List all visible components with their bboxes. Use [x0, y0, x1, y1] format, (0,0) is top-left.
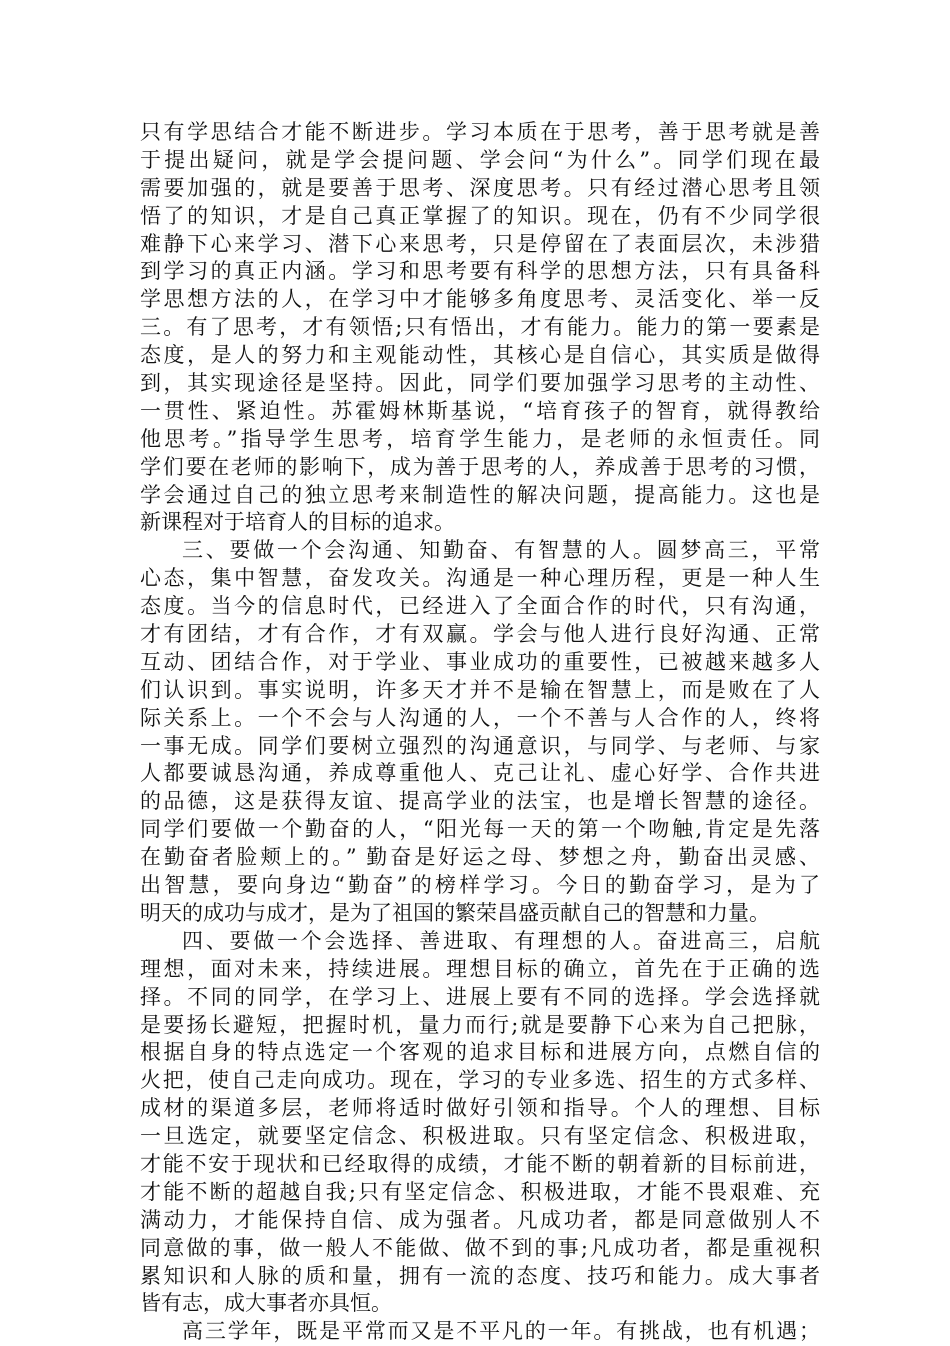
text-line: 理想，面对未来，持续进展。理想目标的确立，首先在于正确的选 [140, 956, 820, 981]
text-line: 在勤奋者脸颊上的。” 勤奋是好运之母、梦想之舟，勤奋出灵感、 [140, 845, 820, 870]
text-line: 新课程对于培育人的目标的追求。 [140, 510, 455, 535]
text-line: 于提出疑问，就是学会提问题、学会问“为什么”。同学们现在最 [140, 147, 820, 172]
body-text [140, 119, 820, 1346]
text-line: 火把，使自己走向成功。现在，学习的专业多选、招生的方式多样、 [140, 1068, 820, 1093]
text-line: 态度，是人的努力和主观能动性，其核心是自信心，其实质是做得 [140, 343, 820, 368]
text-line: 一事无成。同学们要树立强烈的沟通意识，与同学、与老师、与家 [140, 733, 820, 758]
text-line: 难静下心来学习、潜下心来思考，只是停留在了表面层次，未涉猎 [140, 231, 820, 256]
text-line: 明天的成功与成才，是为了祖国的繁荣昌盛贡献自己的智慧和力量。 [140, 900, 770, 925]
text-line: 他思考。”指导学生思考，培育学生能力，是老师的永恒责任。同 [140, 426, 820, 451]
text-line: 才能不安于现状和已经取得的成绩，才能不断的朝着新的目标前进， [140, 1151, 820, 1176]
text-line: 一旦选定，就要坚定信念、积极进取。只有坚定信念、积极进取， [140, 1124, 820, 1149]
text-line: 到学习的真正内涵。学习和思考要有科学的思想方法，只有具备科 [140, 259, 820, 284]
text-line: 只有学思结合才能不断进步。学习本质在于思考，善于思考就是善 [140, 120, 820, 144]
text-line: 人都要诚恳沟通，养成尊重他人、克己让礼、虚心好学、合作共进 [140, 761, 820, 786]
text-line: 们认识到。事实说明，许多天才并不是输在智慧上，而是败在了人 [140, 677, 820, 702]
text-line: 同意做的事，做一般人不能做、做不到的事;凡成功者，都是重视积 [140, 1235, 820, 1260]
text-line: 学们要在老师的影响下，成为善于思考的人，养成善于思考的习惯， [140, 454, 820, 479]
text-line: 一贯性、紧迫性。苏霍姆林斯基说，“培育孩子的智育，就得教给 [140, 398, 820, 423]
text-line: 到，其实现途径是坚持。因此，同学们要加强学习思考的主动性、 [140, 371, 820, 396]
text-line: 出智慧，要向身边“勤奋”的榜样学习。今日的勤奋学习，是为了 [140, 873, 820, 898]
text-line: 学会通过自己的独立思考来制造性的解决问题，提高能力。这也是 [140, 482, 820, 507]
text-line: 学思想方法的人，在学习中才能够多角度思考、灵活变化、举一反 [140, 287, 820, 312]
text-line: 才有团结，才有合作，才有双赢。学会与他人进行良好沟通、正常 [140, 622, 820, 647]
text-line: 择。不同的同学，在学习上、进展上要有不同的选择。学会选择就 [140, 984, 820, 1009]
paragraph-start-line: 三、要做一个会沟通、知勤奋、有智慧的人。圆梦高三，平常 [182, 538, 820, 563]
text-line: 累知识和人脉的质和量，拥有一流的态度、技巧和能力。成大事者 [140, 1263, 820, 1288]
text-line: 同学们要做一个勤奋的人，“阳光每一天的第一个吻触,肯定是先落 [140, 817, 820, 842]
text-line: 的品德，这是获得友谊、提高学业的法宝，也是增长智慧的途径。 [140, 789, 820, 814]
text-line: 际关系上。一个不会与人沟通的人，一个不善与人合作的人，终将 [140, 705, 820, 730]
text-line: 互动、团结合作，对于学业、事业成功的重要性，已被越来越多人 [140, 649, 820, 674]
text-line: 是要扬长避短，把握时机，量力而行;就是要静下心来为自己把脉， [140, 1012, 820, 1037]
text-line: 成材的渠道多层，老师将适时做好引领和指导。个人的理想、目标 [140, 1096, 820, 1121]
text-line: 三。有了思考，才有领悟;只有悟出，才有能力。能力的第一要素是 [140, 315, 820, 340]
text-line: 才能不断的超越自我;只有坚定信念、积极进取，才能不畏艰难、充 [140, 1179, 820, 1204]
text-line: 皆有志，成大事者亦具恒。 [140, 1291, 392, 1316]
text-line: 需要加强的，就是要善于思考、深度思考。只有经过潜心思考且领 [140, 175, 820, 200]
text-line: 根据自身的特点选定一个客观的追求目标和进展方向，点燃自信的 [140, 1040, 820, 1065]
text-line: 满动力，才能保持自信、成为强者。凡成功者，都是同意做别人不 [140, 1207, 820, 1232]
paragraph-start-line: 高三学年，既是平常而又是不平凡的一年。有挑战，也有机遇； [182, 1319, 820, 1344]
text-line: 心态，集中智慧，奋发攻关。沟通是一种心理历程，更是一种人生 [140, 566, 820, 591]
text-line: 态度。当今的信息时代，已经进入了全面合作的时代，只有沟通， [140, 594, 820, 619]
paragraph-start-line: 四、要做一个会选择、善进取、有理想的人。奋进高三，启航 [182, 928, 820, 953]
text-line: 悟了的知识，才是自己真正掌握了的知识。现在，仍有不少同学很 [140, 203, 820, 228]
